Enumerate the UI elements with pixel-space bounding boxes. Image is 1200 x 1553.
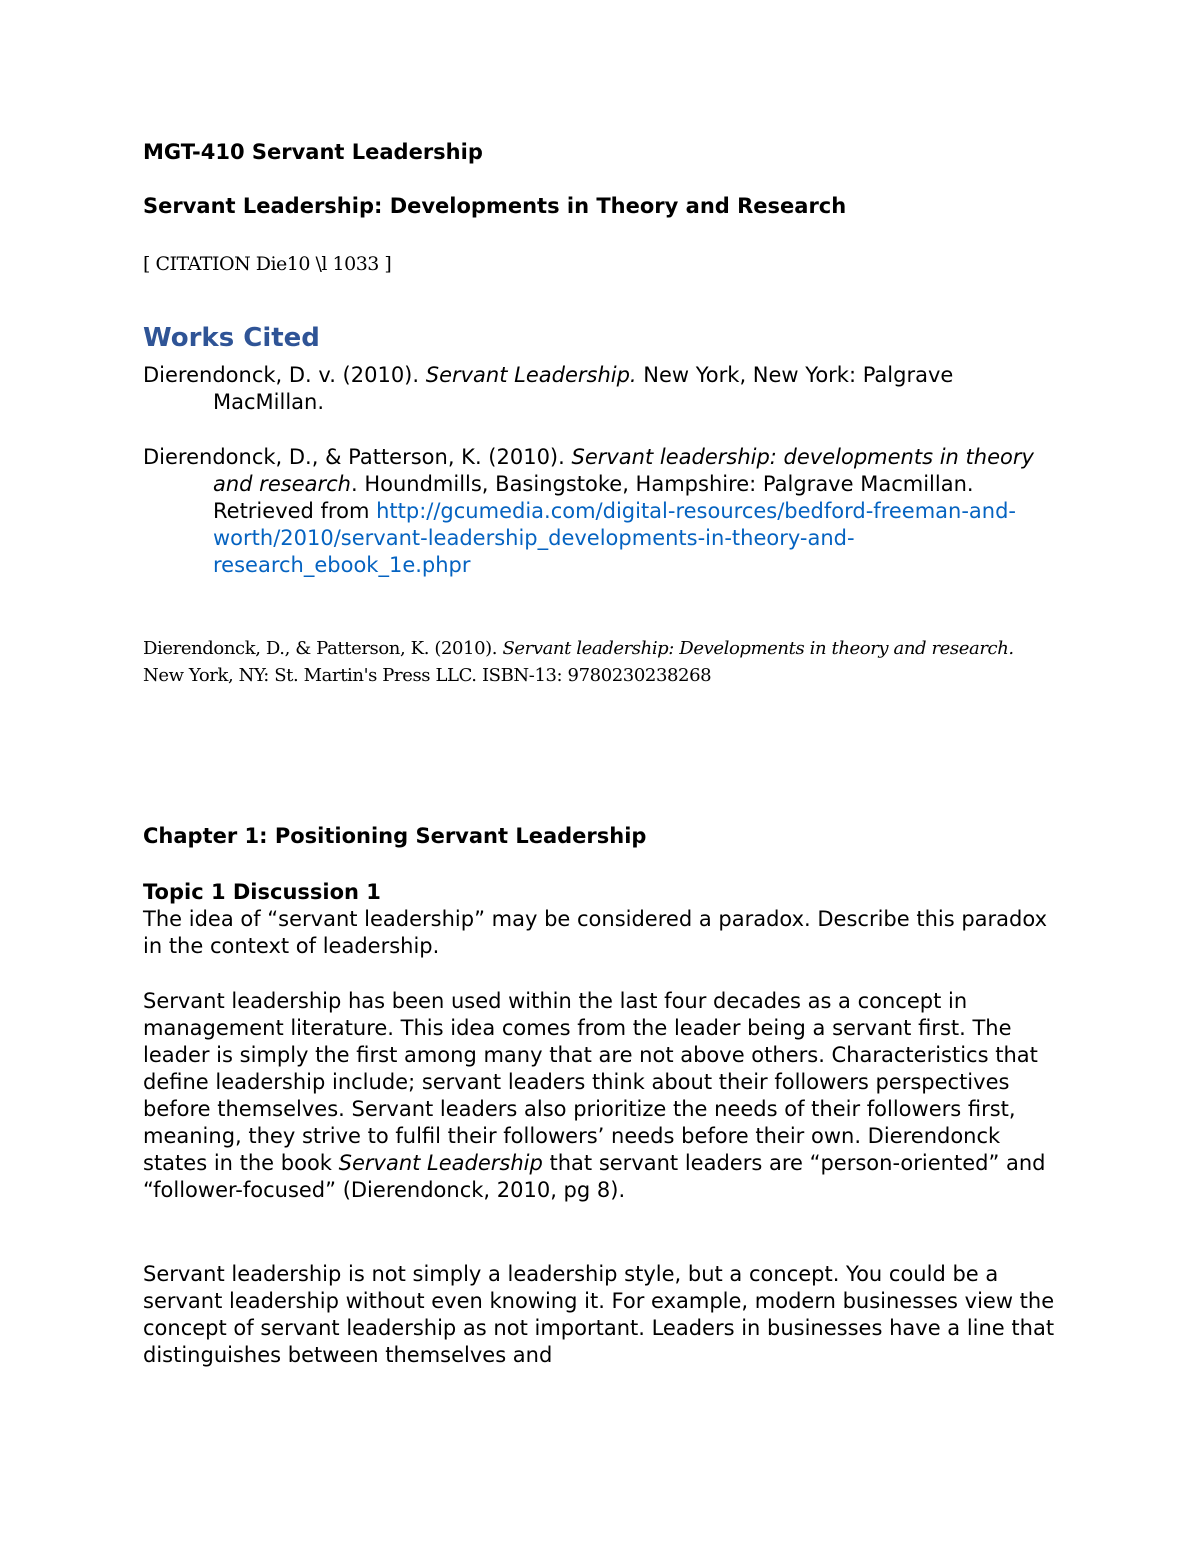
- additional-reference: [143, 635, 1043, 689]
- works-cited-heading: Works Cited: [143, 323, 320, 353]
- extra-ref-authors: Dierendonck, D., & Patterson, K. (2010).: [143, 638, 503, 659]
- para1-text-b: that servant leaders are “person-oriented” and “follower-focused” (Dierendonck, 2010, pg 8).: [143, 1151, 1046, 1202]
- extra-ref-publisher: New York, NY: St. Martin's Press LLC. ISBN-13: 9780230238268: [143, 665, 712, 686]
- topic-heading: Topic 1 Discussion 1: [143, 880, 381, 904]
- para1-book-title: Servant Leadership: [338, 1151, 543, 1175]
- ref1-publisher: New York, New York: Palgrave MacMillan.: [213, 363, 954, 414]
- ref2-publisher: . Houndmills, Basingstoke, Hampshire: Palgrave Macmillan. Retrieved from: [213, 472, 974, 523]
- ref1-title: Servant Leadership.: [425, 363, 637, 387]
- topic-section: [143, 879, 1063, 960]
- reference-entry-1: [143, 362, 1063, 416]
- ref2-title: Servant leadership: developments in theory and research: [213, 445, 1034, 496]
- ref2-authors: Dierendonck, D., & Patterson, K. (2010).: [143, 445, 572, 469]
- citation-field: [ CITATION Die10 \l 1033 ]: [143, 253, 392, 275]
- topic-prompt: The idea of “servant leadership” may be considered a paradox. Describe this paradox in the context of leadership.: [143, 907, 1048, 958]
- body-paragraph-2: [143, 1261, 1063, 1369]
- para1-text-a: Servant leadership has been used within the last four decades as a concept in management literature. This idea comes from the leader being a servant first. The leader is simply the first among many that are not above others. Characteristics that define leadership include; servant leaders think about their followers perspectives before themselves. Servant leaders also prioritize the needs of their followers first, meaning, they strive to fulfil their followers’ needs before their own. Dierendonck states in the book: [143, 989, 1038, 1175]
- chapter-heading: Chapter 1: Positioning Servant Leadership: [143, 824, 647, 848]
- book-title: Servant Leadership: Developments in Theory and Research: [143, 194, 847, 218]
- body-paragraph-1: [143, 988, 1063, 1204]
- para2-text: Servant leadership is not simply a leadership style, but a concept. You could be a servant leadership without even knowing it. For example, modern businesses view the concept of servant leadership as not important. Leaders in businesses have a line that distinguishes between themselves and: [143, 1262, 1055, 1367]
- course-title: MGT-410 Servant Leadership: [143, 140, 483, 164]
- reference-entry-2: [143, 444, 1063, 579]
- ref1-authors: Dierendonck, D. v. (2010).: [143, 363, 426, 387]
- extra-ref-title: Servant leadership: Developments in theory and research.: [502, 638, 1014, 659]
- ref2-url-link[interactable]: http://gcumedia.com/digital-resources/bedford-freeman-and-worth/2010/servant-leadership_developments-in-theory-and-research_ebook_1e.phpr: [213, 499, 1017, 577]
